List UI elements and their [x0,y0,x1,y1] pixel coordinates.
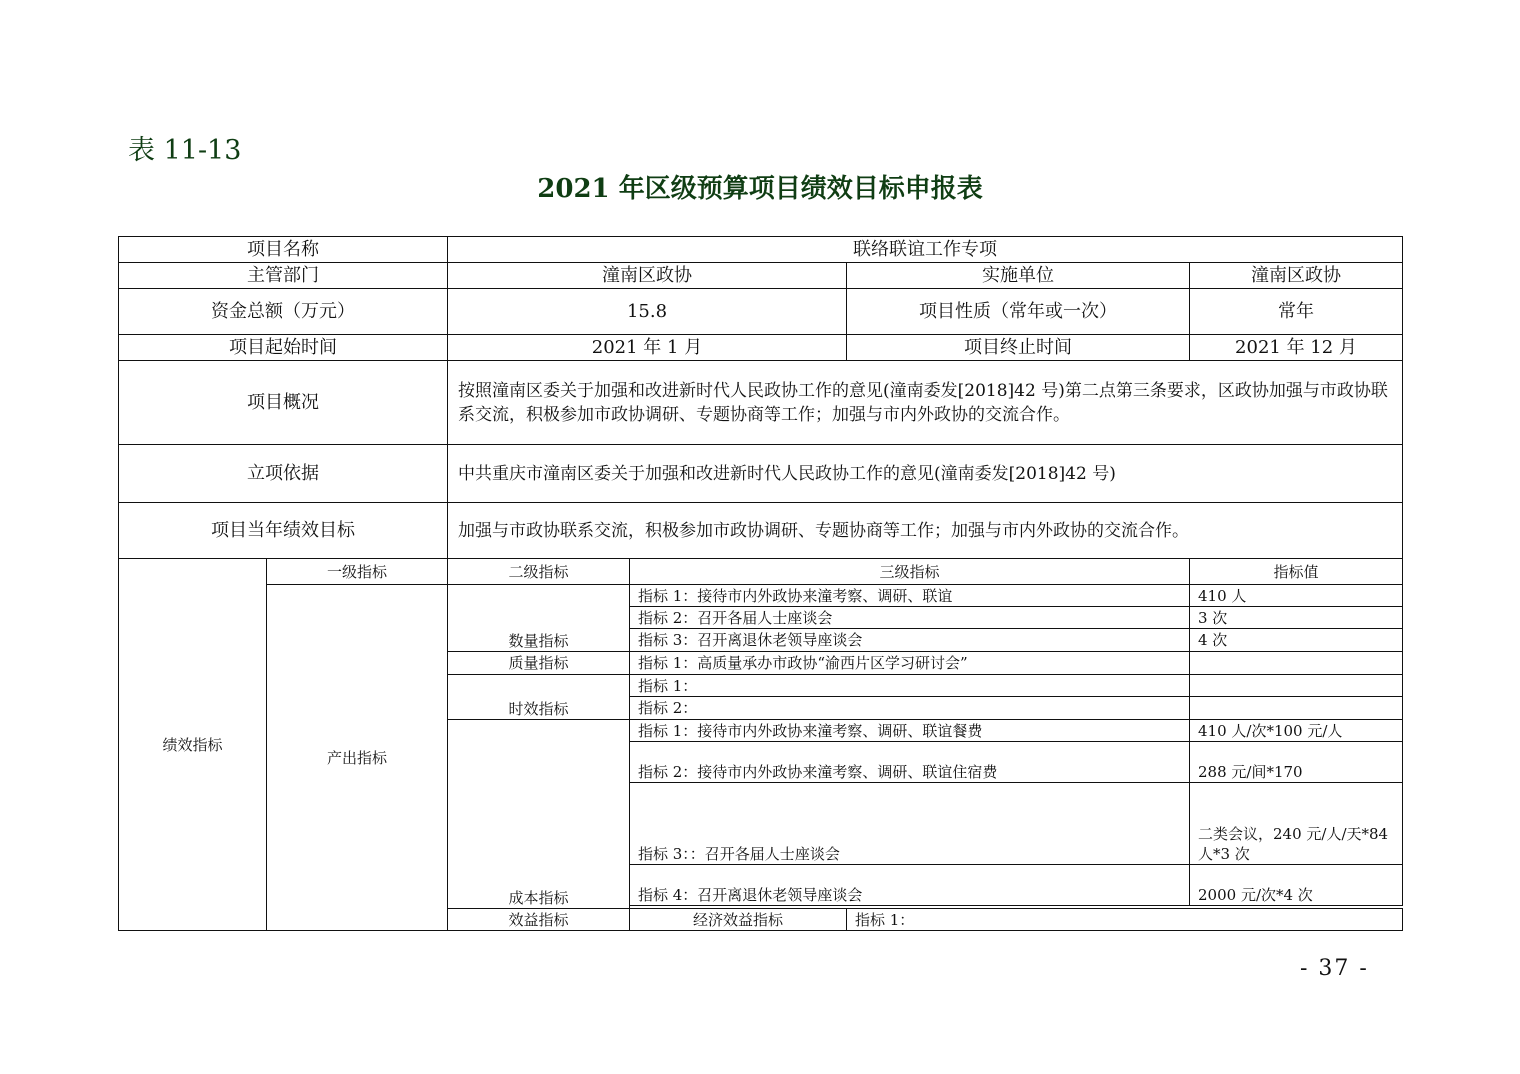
goal-label: 项目当年绩效目标 [119,503,448,559]
indicator-name: 指标 3：：召开各届人士座谈会 [630,783,1190,865]
funds-label: 资金总额（万元） [119,289,448,335]
output-indicators-label: 产出指标 [267,585,448,931]
overview-value: 按照潼南区委关于加强和改进新时代人民政协工作的意见(潼南委发[2018]42 号)第二点第三条要求，区政协加强与市政协联系交流，积极参加市政协调研、专题协商等工作；加强与市内外政协的交流合作。 [448,361,1403,445]
cost-indicators-label: 成本指标 [448,720,630,909]
indicator-name: 指标 2： [630,697,1190,720]
indicator-name: 指标 2：召开各届人士座谈会 [630,607,1190,629]
performance-target-table [118,236,1403,931]
overview-label: 项目概况 [119,361,448,445]
page-title: 2021 年区级预算项目绩效目标申报表 [537,174,983,204]
nature-value: 常年 [1190,289,1403,335]
indicator-header-row [119,559,1403,585]
indicator-value: 3 次 [1190,607,1403,629]
dept-label: 主管部门 [119,263,448,289]
indicator-name: 指标 1： [630,675,1190,697]
row-department [119,263,1403,289]
table-number-label: 表 11-13 [128,135,242,166]
goal-value: 加强与市政协联系交流，积极参加市政协调研、专题协商等工作；加强与市内外政协的交流合作。 [448,503,1403,559]
level1-header: 一级指标 [267,559,448,585]
indicator-value [1190,652,1403,675]
value-header: 指标值 [1190,559,1403,585]
table-row [119,585,1403,607]
funds-value: 15.8 [448,289,847,335]
page-number: - 37 - [1300,956,1369,981]
indicator-name: 指标 2：接待市内外政协来潼考察、调研、联谊住宿费 [630,742,1190,783]
row-overview [119,361,1403,445]
timeliness-indicators-label: 时效指标 [448,675,630,720]
row-project-name [119,237,1403,263]
nature-label: 项目性质（常年或一次） [847,289,1190,335]
project-name-value: 联络联谊工作专项 [448,237,1403,263]
end-label: 项目终止时间 [847,335,1190,361]
indicator-value [1190,697,1403,720]
indicator-value: 288 元/间*170 [1190,742,1403,783]
indicator-name: 指标 1： [847,909,1403,931]
start-value: 2021 年 1 月 [448,335,847,361]
indicator-name: 指标 3：召开离退休老领导座谈会 [630,629,1190,652]
level3-header: 三级指标 [630,559,1190,585]
basis-value: 中共重庆市潼南区委关于加强和改进新时代人民政协工作的意见(潼南委发[2018]42 号) [448,445,1403,503]
economic-indicators-label: 经济效益指标 [630,909,847,931]
row-funds [119,289,1403,335]
impl-value: 潼南区政协 [1190,263,1403,289]
indicator-value: 410 人 [1190,585,1403,607]
indicator-name: 指标 1：接待市内外政协来潼考察、调研、联谊餐费 [630,720,1190,742]
indicator-value: 二类会议，240 元/人/天*84 人*3 次 [1190,783,1403,865]
end-value: 2021 年 12 月 [1190,335,1403,361]
indicator-value: 4 次 [1190,629,1403,652]
dept-value: 潼南区政协 [448,263,847,289]
indicator-value: 410 人/次*100 元/人 [1190,720,1403,742]
start-label: 项目起始时间 [119,335,448,361]
basis-label: 立项依据 [119,445,448,503]
indicator-value: 2000 元/次*4 次 [1190,865,1403,906]
row-period [119,335,1403,361]
row-goal [119,503,1403,559]
impl-label: 实施单位 [847,263,1190,289]
indicator-value [1190,675,1403,697]
benefit-indicators-label: 效益指标 [448,909,630,931]
indicator-name: 指标 1：高质量承办市政协“渝西片区学习研讨会” [630,652,1190,675]
level2-header: 二级指标 [448,559,630,585]
indicator-name: 指标 4：召开离退休老领导座谈会 [630,865,1190,906]
quantity-indicators-label: 数量指标 [448,585,630,652]
project-name-label: 项目名称 [119,237,448,263]
row-basis [119,445,1403,503]
performance-indicators-label: 绩效指标 [119,559,267,931]
indicator-name: 指标 1：接待市内外政协来潼考察、调研、联谊 [630,585,1190,607]
quality-indicators-label: 质量指标 [448,652,630,675]
